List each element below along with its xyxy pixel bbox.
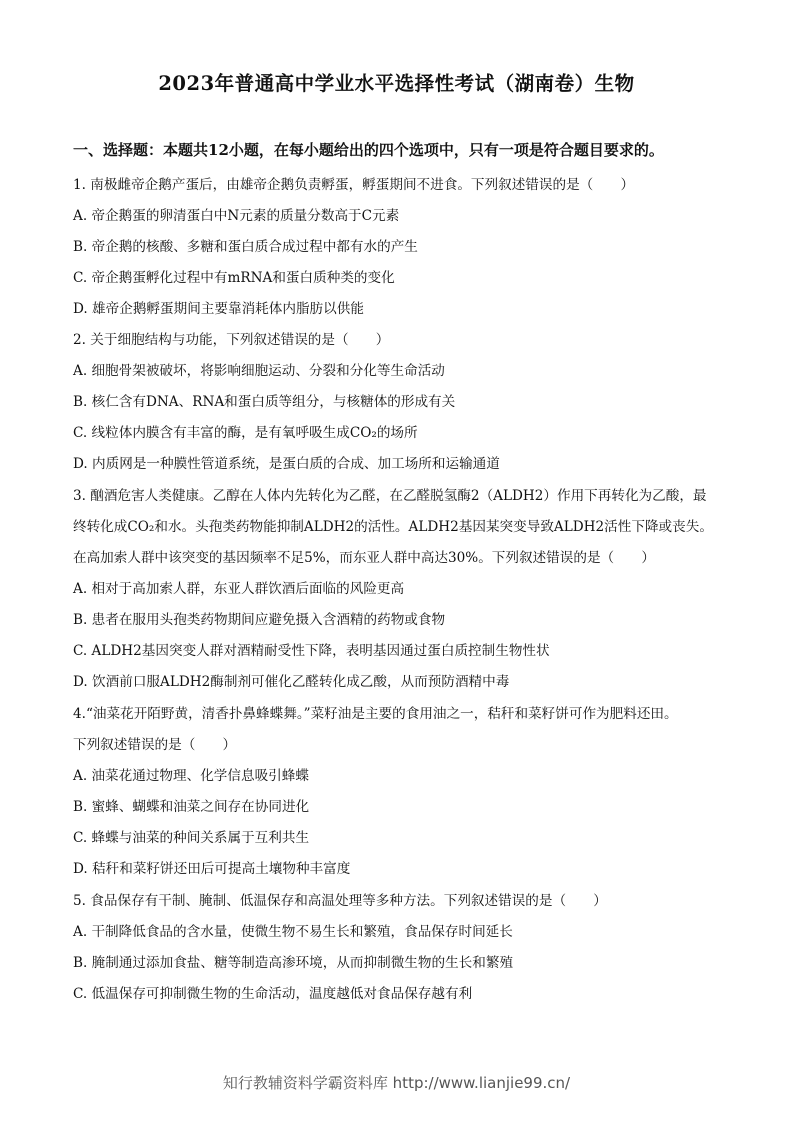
question-1-option-b: B. 帝企鹅的核酸、多糖和蛋白质合成过程中都有水的产生	[73, 239, 418, 255]
question-3-option-a: A. 相对于高加索人群，东亚人群饮酒后面临的风险更高	[73, 581, 405, 597]
question-1-stem: 1. 南极雌帝企鹅产蛋后，由雄帝企鹅负责孵蛋，孵蛋期间不进食。下列叙述错误的是（ ）	[73, 177, 635, 193]
question-2-option-c: C. 线粒体内膜含有丰富的酶，是有氧呼吸生成CO₂的场所	[73, 425, 418, 441]
question-3-option-d: D. 饮酒前口服ALDH2酶制剂可催化乙醛转化成乙酸，从而预防酒精中毒	[73, 674, 510, 690]
question-3-stem-line-2: 终转化成CO₂和水。头孢类药物能抑制ALDH2的活性。ALDH2基因某突变导致ALDH2活性下降或丧失。	[73, 519, 713, 535]
question-2-option-d: D. 内质网是一种膜性管道系统，是蛋白质的合成、加工场所和运输通道	[73, 456, 500, 472]
question-5-stem: 5. 食品保存有干制、腌制、低温保存和高温处理等多种方法。下列叙述错误的是（ ）	[73, 893, 607, 909]
question-4-option-c: C. 蜂蝶与油菜的种间关系属于互利共生	[73, 830, 310, 846]
question-1-option-d: D. 雄帝企鹅孵蛋期间主要靠消耗体内脂肪以供能	[73, 301, 364, 317]
question-4-stem-line-1: 4.“油菜花开陌野黄，清香扑鼻蜂蝶舞。”菜籽油是主要的食用油之一，秸秆和菜籽饼可作为肥料还田。	[73, 706, 678, 722]
question-5-option-c: C. 低温保存可抑制微生物的生命活动，温度越低对食品保存越有利	[73, 986, 473, 1002]
question-3-stem-line-1: 3. 酗酒危害人类健康。乙醇在人体内先转化为乙醛，在乙醛脱氢酶2（ALDH2）作用下再转化为乙酸，最	[73, 488, 707, 504]
question-2-option-b: B. 核仁含有DNA、RNA和蛋白质等组分，与核糖体的形成有关	[73, 394, 456, 410]
question-4-option-a: A. 油菜花通过物理、化学信息吸引蜂蝶	[73, 768, 309, 784]
question-3-option-c: C. ALDH2基因突变人群对酒精耐受性下降，表明基因通过蛋白质控制生物性状	[73, 643, 550, 659]
question-5-option-a: A. 干制降低食品的含水量，使微生物不易生长和繁殖，食品保存时间延长	[73, 924, 513, 940]
footer-watermark: 知行教辅资料学霸资料库 http://www.lianjie99.cn/	[222, 1074, 571, 1092]
question-4-option-b: B. 蜜蜂、蝴蝶和油菜之间存在协同进化	[73, 799, 310, 815]
question-3-option-b: B. 患者在服用头孢类药物期间应避免摄入含酒精的药物或食物	[73, 612, 446, 628]
question-1-option-a: A. 帝企鹅蛋的卵清蛋白中N元素的质量分数高于C元素	[73, 208, 400, 224]
question-1-option-c: C. 帝企鹅蛋孵化过程中有mRNA和蛋白质种类的变化	[73, 270, 395, 286]
question-5-option-b: B. 腌制通过添加食盐、糖等制造高渗环境，从而抑制微生物的生长和繁殖	[73, 955, 514, 971]
section-heading: 一、选择题：本题共12小题，在每小题给出的四个选项中，只有一项是符合题目要求的。	[73, 141, 664, 159]
question-3-stem-line-3: 在高加索人群中该突变的基因频率不足5%，而东亚人群中高达30%。下列叙述错误的是（ ）	[73, 550, 655, 566]
question-2-option-a: A. 细胞骨架被破坏，将影响细胞运动、分裂和分化等生命活动	[73, 363, 445, 379]
question-4-stem-line-2: 下列叙述错误的是（ ）	[73, 737, 237, 753]
page-title: 2023年普通高中学业水平选择性考试（湖南卷）生物	[158, 72, 635, 95]
question-4-option-d: D. 秸秆和菜籽饼还田后可提高土壤物种丰富度	[73, 861, 351, 877]
question-2-stem: 2. 关于细胞结构与功能，下列叙述错误的是（ ）	[73, 332, 390, 348]
